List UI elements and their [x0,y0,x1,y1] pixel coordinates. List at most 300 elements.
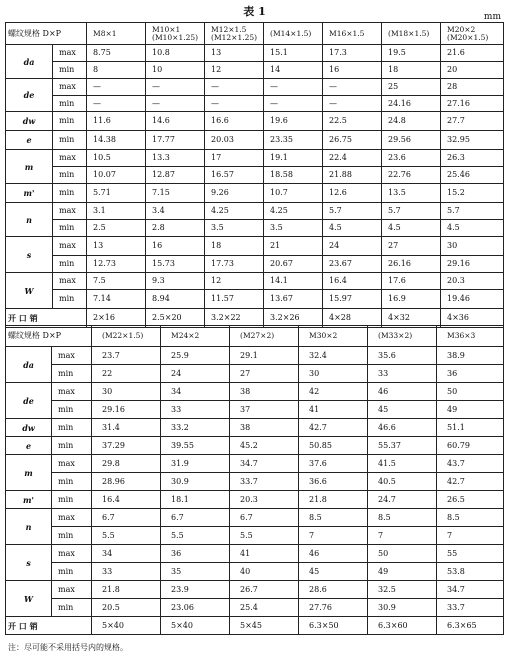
value-cell: 21.6 [441,45,504,62]
value-cell: 5.5 [230,527,299,545]
value-cell: 37 [230,401,299,419]
value-cell: 16.4 [323,273,382,290]
value-cell: 29.16 [441,256,504,273]
symbol-cell: m [6,455,52,491]
value-cell: 27.7 [441,112,504,131]
value-cell: 19.46 [441,290,504,309]
value-cell: 26.5 [437,491,504,509]
value-cell: 4.5 [382,220,441,237]
column-header: M10×1 (M10×1.25) [146,23,205,45]
value-cell: 32.4 [299,347,368,365]
value-cell: 45.2 [230,437,299,455]
table-row [6,581,504,599]
limit-cell: min [53,290,87,309]
spec-label-cell: 螺纹规格 D×P [6,23,87,45]
value-cell: 39.55 [161,437,230,455]
cotter-pin-cell: 6.3×50 [299,617,368,635]
value-cell: 6.7 [230,509,299,527]
value-cell: 28 [441,79,504,96]
value-cell: 38 [230,383,299,401]
symbol-cell: da [6,45,53,79]
value-cell: 7.14 [87,290,146,309]
table-row [6,45,504,62]
value-cell: 14.6 [146,112,205,131]
column-header: M24×2 [161,326,230,347]
value-cell: 11.6 [87,112,146,131]
value-cell: 25.4 [230,599,299,617]
value-cell: 29.1 [230,347,299,365]
value-cell: 23.7 [92,347,161,365]
value-cell: 33.7 [437,599,504,617]
limit-cell: min [52,437,92,455]
value-cell: 25 [382,79,441,96]
header-row [6,23,504,45]
limit-cell: min [52,563,92,581]
value-cell: 13 [205,45,264,62]
value-cell: 21 [264,237,323,256]
value-cell: — [87,96,146,112]
value-cell: 5.7 [323,203,382,220]
table-row [6,62,504,79]
value-cell: 10 [146,62,205,79]
value-cell: 55 [437,545,504,563]
limit-cell: min [52,527,92,545]
symbol-cell: n [6,509,52,545]
symbol-cell: W [6,581,52,617]
spec-table-1-body [6,23,504,328]
value-cell: 40 [230,563,299,581]
value-cell: 37.6 [299,455,368,473]
value-cell: 42.7 [437,473,504,491]
value-cell: 27.76 [299,599,368,617]
value-cell: 38.9 [437,347,504,365]
value-cell: 8.5 [437,509,504,527]
value-cell: 24.8 [382,112,441,131]
value-cell: 10.5 [87,150,146,167]
cotter-pin-cell: 4×28 [323,309,382,328]
value-cell: 30.9 [161,473,230,491]
value-cell: 33 [92,563,161,581]
value-cell: 20 [441,62,504,79]
symbol-cell: s [6,545,52,581]
value-cell: 51.1 [437,419,504,437]
value-cell: 25.9 [161,347,230,365]
limit-cell: max [52,509,92,527]
value-cell: 50 [368,545,437,563]
value-cell: 17.73 [205,256,264,273]
value-cell: 19.5 [382,45,441,62]
table-row [6,545,504,563]
value-cell: 42 [299,383,368,401]
cotter-pin-cell: 5×40 [161,617,230,635]
value-cell: 6.7 [92,509,161,527]
value-cell: 45 [368,401,437,419]
cotter-pin-label: 开 口 销 [6,617,92,635]
value-cell: — [146,96,205,112]
value-cell: 7 [368,527,437,545]
unit-label: mm [483,12,501,22]
value-cell: 12 [205,273,264,290]
value-cell: 7 [299,527,368,545]
value-cell: 20.67 [264,256,323,273]
value-cell: 21.8 [299,491,368,509]
value-cell: 60.79 [437,437,504,455]
limit-cell: min [53,220,87,237]
value-cell: 26.7 [230,581,299,599]
value-cell: 8.75 [87,45,146,62]
value-cell: 6.7 [161,509,230,527]
value-cell: 15.2 [441,184,504,203]
value-cell: 2.8 [146,220,205,237]
value-cell: 12.73 [87,256,146,273]
value-cell: 17.77 [146,131,205,150]
value-cell: 46.6 [368,419,437,437]
table-row [6,96,504,112]
value-cell: 21.8 [92,581,161,599]
value-cell: 35.6 [368,347,437,365]
footer-row [6,617,504,635]
value-cell: 32.95 [441,131,504,150]
value-cell: 16.57 [205,167,264,184]
value-cell: 12.6 [323,184,382,203]
limit-cell: min [53,96,87,112]
spec-table-1 [5,22,504,328]
symbol-cell: m [6,150,53,184]
limit-cell: max [52,455,92,473]
value-cell: 41 [230,545,299,563]
column-header: M36×3 [437,326,504,347]
value-cell: 7.15 [146,184,205,203]
symbol-cell: e [6,131,53,150]
limit-cell: max [52,383,92,401]
table-row [6,599,504,617]
table-row [6,131,504,150]
column-header: M16×1.5 [323,23,382,45]
value-cell: 24 [161,365,230,383]
value-cell: 31.9 [161,455,230,473]
limit-cell: min [53,167,87,184]
value-cell: 20.03 [205,131,264,150]
value-cell: 33 [368,365,437,383]
value-cell: — [323,79,382,96]
value-cell: 30 [92,383,161,401]
value-cell: — [205,96,264,112]
value-cell: 3.5 [264,220,323,237]
value-cell: 2.5 [87,220,146,237]
value-cell: 28.6 [299,581,368,599]
symbol-cell: de [6,383,52,419]
value-cell: 14.1 [264,273,323,290]
symbol-cell: m' [6,491,52,509]
table-row [6,455,504,473]
value-cell: 27 [382,237,441,256]
value-cell: 14 [264,62,323,79]
value-cell: 40.5 [368,473,437,491]
value-cell: 29.16 [92,401,161,419]
value-cell: 22.76 [382,167,441,184]
table-row [6,491,504,509]
value-cell: 20.5 [92,599,161,617]
value-cell: 26.16 [382,256,441,273]
value-cell: 29.56 [382,131,441,150]
column-header: (M14×1.5) [264,23,323,45]
value-cell: 8 [87,62,146,79]
table-row [6,347,504,365]
value-cell: 8.5 [299,509,368,527]
value-cell: 5.7 [441,203,504,220]
value-cell: 30 [299,365,368,383]
table-row [6,437,504,455]
value-cell: 18 [205,237,264,256]
value-cell: 16.4 [92,491,161,509]
value-cell: 42.7 [299,419,368,437]
limit-cell: min [53,131,87,150]
value-cell: 37.29 [92,437,161,455]
symbol-cell: de [6,79,53,112]
value-cell: 24 [323,237,382,256]
value-cell: 46 [299,545,368,563]
value-cell: 33 [161,401,230,419]
table-row [6,167,504,184]
value-cell: 5.5 [92,527,161,545]
value-cell: 10.07 [87,167,146,184]
value-cell: 27 [230,365,299,383]
column-header: M8×1 [87,23,146,45]
value-cell: 34.7 [437,581,504,599]
cotter-pin-cell: 2.5×20 [146,309,205,328]
table-row [6,527,504,545]
limit-cell: max [52,545,92,563]
limit-cell: max [53,45,87,62]
limit-cell: max [53,273,87,290]
value-cell: 20.3 [441,273,504,290]
value-cell: 4.5 [441,220,504,237]
value-cell: 41.5 [368,455,437,473]
value-cell: — [323,96,382,112]
spec-table-2 [5,325,504,635]
value-cell: 5.7 [382,203,441,220]
value-cell: 43.7 [437,455,504,473]
value-cell: 23.67 [323,256,382,273]
value-cell: 11.57 [205,290,264,309]
limit-cell: min [53,62,87,79]
symbol-cell: m' [6,184,53,203]
value-cell: 32.5 [368,581,437,599]
value-cell: 3.5 [205,220,264,237]
value-cell: 22 [92,365,161,383]
value-cell: 23.9 [161,581,230,599]
column-header: (M27×2) [230,326,299,347]
table-row [6,419,504,437]
value-cell: 18.1 [161,491,230,509]
value-cell: 20.3 [230,491,299,509]
value-cell: 10.7 [264,184,323,203]
value-cell: 23.6 [382,150,441,167]
value-cell: 15.1 [264,45,323,62]
value-cell: — [264,79,323,96]
table-row [6,256,504,273]
table-row [6,150,504,167]
value-cell: 53.8 [437,563,504,581]
cotter-pin-cell: 4×32 [382,309,441,328]
value-cell: 28.96 [92,473,161,491]
footnote: 注：尽可能不采用括号内的规格。 [8,643,128,652]
spec-table-2-body [6,326,504,635]
limit-cell: min [53,112,87,131]
symbol-cell: dw [6,112,53,131]
value-cell: 36.6 [299,473,368,491]
value-cell: 38 [230,419,299,437]
limit-cell: max [53,237,87,256]
table-row [6,383,504,401]
value-cell: 50 [437,383,504,401]
value-cell: 17.6 [382,273,441,290]
symbol-cell: e [6,437,52,455]
value-cell: 5.71 [87,184,146,203]
table-row [6,184,504,203]
value-cell: 34 [161,383,230,401]
limit-cell: min [53,184,87,203]
table-row [6,473,504,491]
value-cell: 9.3 [146,273,205,290]
value-cell: 17 [205,150,264,167]
cotter-pin-cell: 5×40 [92,617,161,635]
value-cell: 30.9 [368,599,437,617]
value-cell: 23.35 [264,131,323,150]
value-cell: 12.87 [146,167,205,184]
table-row [6,290,504,309]
value-cell: — [264,96,323,112]
value-cell: 9.26 [205,184,264,203]
value-cell: 25.46 [441,167,504,184]
value-cell: 16.9 [382,290,441,309]
value-cell: 36 [161,545,230,563]
table-row [6,203,504,220]
value-cell: 22.4 [323,150,382,167]
value-cell: — [205,79,264,96]
value-cell: 8.5 [368,509,437,527]
value-cell: 50.85 [299,437,368,455]
table-row [6,401,504,419]
table-row [6,509,504,527]
limit-cell: max [53,79,87,96]
value-cell: 23.06 [161,599,230,617]
value-cell: 4.25 [205,203,264,220]
symbol-cell: s [6,237,53,273]
value-cell: 16 [146,237,205,256]
value-cell: — [87,79,146,96]
value-cell: 13.3 [146,150,205,167]
limit-cell: min [52,599,92,617]
value-cell: 45 [299,563,368,581]
value-cell: 7 [437,527,504,545]
value-cell: 30 [441,237,504,256]
value-cell: 14.38 [87,131,146,150]
value-cell: 18 [382,62,441,79]
value-cell: 46 [368,383,437,401]
table-row [6,563,504,581]
value-cell: — [146,79,205,96]
value-cell: 24.7 [368,491,437,509]
value-cell: 17.3 [323,45,382,62]
value-cell: 10.8 [146,45,205,62]
limit-cell: max [53,203,87,220]
limit-cell: max [53,150,87,167]
limit-cell: min [52,365,92,383]
value-cell: 33.7 [230,473,299,491]
value-cell: 31.4 [92,419,161,437]
value-cell: 13 [87,237,146,256]
value-cell: 19.1 [264,150,323,167]
value-cell: 21.88 [323,167,382,184]
value-cell: 27.16 [441,96,504,112]
column-header: (M18×1.5) [382,23,441,45]
cotter-pin-cell: 6.3×65 [437,617,504,635]
value-cell: 24.16 [382,96,441,112]
value-cell: 15.97 [323,290,382,309]
value-cell: 3.4 [146,203,205,220]
cotter-pin-cell: 5×45 [230,617,299,635]
value-cell: 49 [437,401,504,419]
value-cell: 16.6 [205,112,264,131]
symbol-cell: W [6,273,53,309]
value-cell: 34 [92,545,161,563]
spec-label-cell: 螺纹规格 D×P [6,326,92,347]
value-cell: 16 [323,62,382,79]
value-cell: 22.5 [323,112,382,131]
cotter-pin-cell: 6.3×60 [368,617,437,635]
limit-cell: min [52,401,92,419]
value-cell: 12 [205,62,264,79]
cotter-pin-cell: 3.2×26 [264,309,323,328]
limit-cell: min [52,491,92,509]
column-header: M20×2 (M20×1.5) [441,23,504,45]
table-row [6,365,504,383]
value-cell: 55.37 [368,437,437,455]
cotter-pin-label: 开 口 销 [6,309,87,328]
column-header: (M22×1.5) [92,326,161,347]
value-cell: 7.5 [87,273,146,290]
column-header: M30×2 [299,326,368,347]
value-cell: 19.6 [264,112,323,131]
cotter-pin-cell: 4×36 [441,309,504,328]
header-row [6,326,504,347]
value-cell: 41 [299,401,368,419]
value-cell: 34.7 [230,455,299,473]
symbol-cell: dw [6,419,52,437]
limit-cell: min [52,419,92,437]
limit-cell: max [52,347,92,365]
value-cell: 36 [437,365,504,383]
column-header: (M33×2) [368,326,437,347]
value-cell: 26.75 [323,131,382,150]
table-row [6,237,504,256]
value-cell: 4.5 [323,220,382,237]
table-row [6,112,504,131]
symbol-cell: da [6,347,52,383]
value-cell: 18.58 [264,167,323,184]
table-caption: 表 1 [243,5,266,18]
limit-cell: min [52,473,92,491]
value-cell: 26.3 [441,150,504,167]
value-cell: 13.67 [264,290,323,309]
table-row [6,273,504,290]
table-row [6,220,504,237]
cotter-pin-cell: 3.2×22 [205,309,264,328]
value-cell: 35 [161,563,230,581]
value-cell: 5.5 [161,527,230,545]
limit-cell: min [53,256,87,273]
